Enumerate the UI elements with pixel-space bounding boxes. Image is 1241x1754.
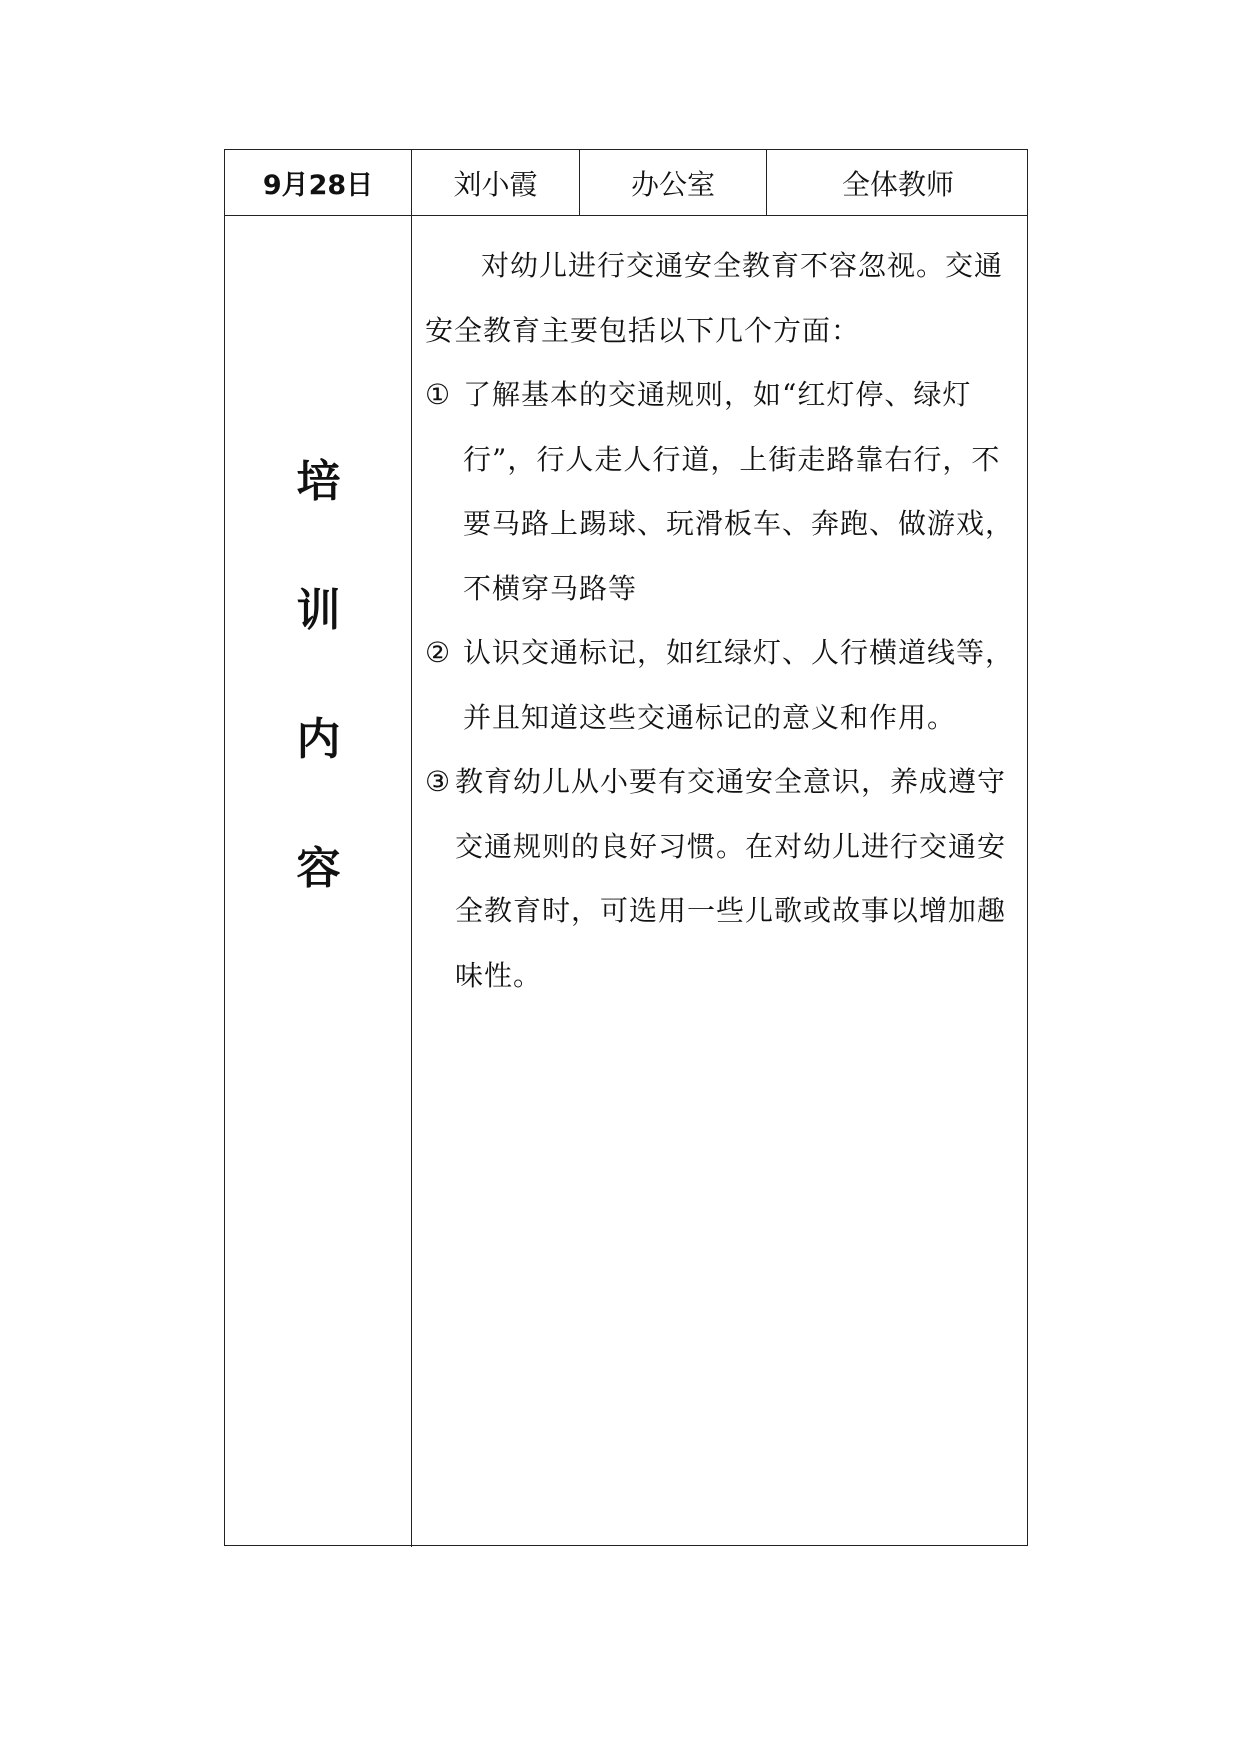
list-item	[425, 621, 1019, 750]
content-text-cell	[425, 234, 1019, 1008]
label-char: 培	[296, 456, 341, 507]
item-text: 认识交通标记，如红绿灯、人行横道线等，并且知道这些交通标记的意义和作用。	[463, 636, 1015, 734]
label-char: 训	[296, 585, 341, 636]
content-row	[225, 216, 1027, 1547]
date-cell: 9月28日	[225, 150, 412, 215]
intro-paragraph: 对幼儿进行交通安全教育不容忽视。交通安全教育主要包括以下几个方面：	[425, 249, 1004, 347]
label-char: 内	[296, 714, 341, 765]
item-text: 教育幼儿从小要有交通安全意识，养成遵守交通规则的良好习惯。在对幼儿进行交通安全教育时，可选用一些儿歌或故事以增加趣味性。	[455, 765, 1007, 992]
item-number: ①	[425, 378, 452, 411]
content-label-cell	[225, 216, 412, 1547]
label-char: 容	[296, 843, 341, 894]
list-item	[425, 750, 1019, 1008]
location-cell: 办公室	[580, 150, 767, 215]
header-row	[225, 150, 1027, 216]
item-text: 了解基本的交通规则，如“红灯停、绿灯行”，行人走人行道，上街走路靠右行，不要马路上踢球、玩滑板车、奔跑、做游戏，不横穿马路等	[463, 378, 1015, 605]
participants-cell: 全体教师	[841, 167, 954, 201]
presenter-cell: 刘小霞	[412, 150, 580, 215]
list-item	[425, 363, 1019, 621]
training-record-table	[224, 149, 1028, 1546]
item-number: ②	[425, 636, 452, 669]
item-number: ③	[425, 765, 452, 798]
